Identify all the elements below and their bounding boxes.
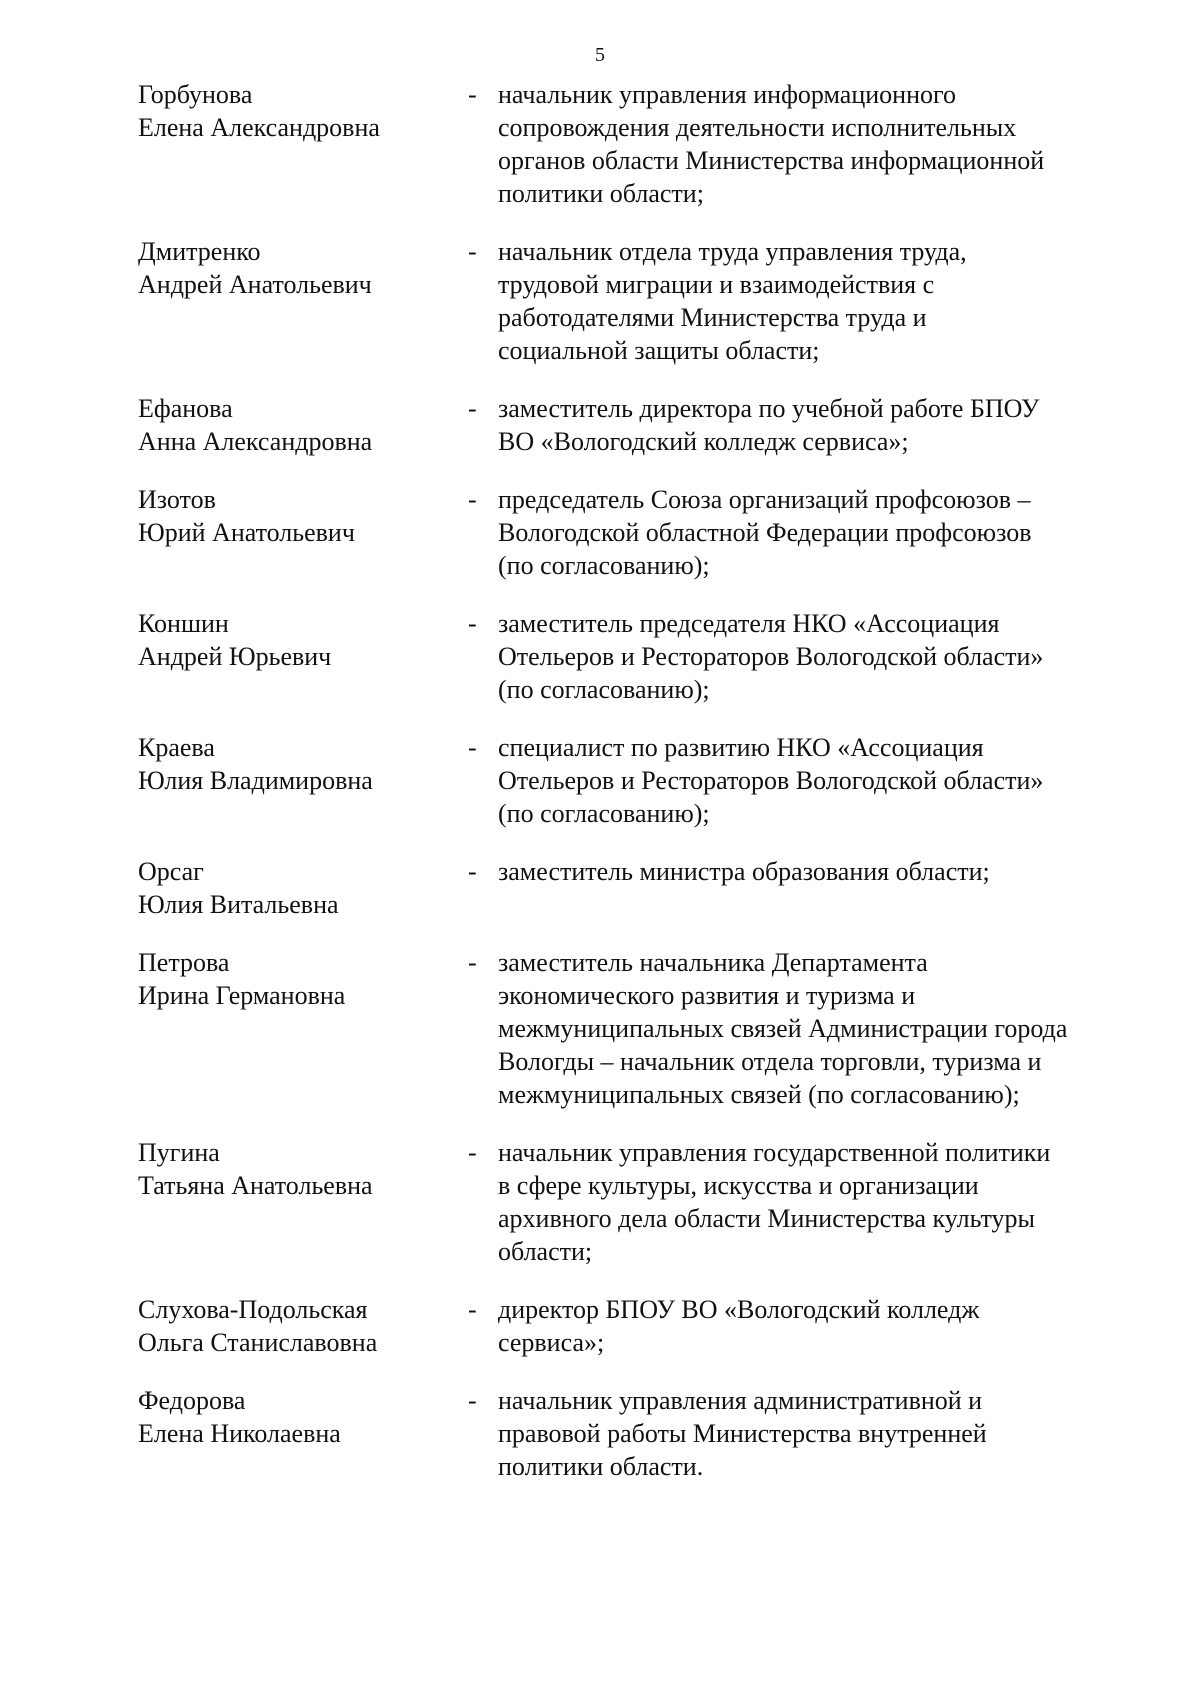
dash-separator: - — [468, 1295, 477, 1324]
member-surname: Пугина — [138, 1138, 220, 1167]
position-line: председатель Союза организаций профсоюзов – — [498, 485, 1031, 514]
member-name — [138, 946, 468, 1012]
member-name — [138, 392, 468, 458]
member-surname: Коншин — [138, 609, 229, 638]
position-line: правовой работы Министерства внутренней — [498, 1419, 987, 1448]
position-line: (по согласованию); — [498, 799, 710, 828]
position-line: ВО «Вологодский колледж сервиса»; — [498, 427, 909, 456]
position-line: Отельеров и Рестораторов Вологодской области» — [498, 642, 1044, 671]
member-surname: Орсаг — [138, 857, 204, 886]
position-line: начальник управления информационного — [498, 80, 957, 109]
position-line: заместитель министра образования области; — [498, 857, 990, 886]
member-position — [498, 483, 1128, 582]
member-entry — [138, 235, 1138, 367]
position-line: начальник управления государственной политики — [498, 1138, 1051, 1167]
dash-separator: - — [468, 80, 477, 109]
member-surname: Краева — [138, 733, 215, 762]
member-list — [138, 78, 1138, 1508]
position-line: сопровождения деятельности исполнительных — [498, 113, 1017, 142]
member-name — [138, 607, 468, 673]
member-surname: Федорова — [138, 1386, 246, 1415]
member-surname: Изотов — [138, 485, 216, 514]
member-entry — [138, 731, 1138, 830]
member-position — [498, 855, 1128, 888]
position-line: заместитель председателя НКО «Ассоциация — [498, 609, 1000, 638]
member-entry — [138, 392, 1138, 458]
member-entry — [138, 483, 1138, 582]
member-position — [498, 1136, 1128, 1268]
member-given-names: Андрей Анатольевич — [138, 270, 372, 299]
dash-separator: - — [468, 857, 477, 886]
position-line: органов области Министерства информационной — [498, 146, 1045, 175]
member-name — [138, 235, 468, 301]
dash-separator: - — [468, 1386, 477, 1415]
member-name — [138, 731, 468, 797]
member-entry — [138, 78, 1138, 210]
position-line: заместитель начальника Департамента — [498, 948, 928, 977]
member-given-names: Елена Александровна — [138, 113, 380, 142]
member-given-names: Андрей Юрьевич — [138, 642, 332, 671]
member-name — [138, 483, 468, 549]
position-line: политики области. — [498, 1452, 704, 1481]
position-line: межмуниципальных связей Администрации города — [498, 1014, 1068, 1043]
member-position — [498, 607, 1128, 706]
member-given-names: Ольга Станиславовна — [138, 1328, 378, 1357]
member-surname: Дмитренко — [138, 237, 261, 266]
dash-separator: - — [468, 237, 477, 266]
member-position — [498, 1384, 1128, 1483]
member-given-names: Юрий Анатольевич — [138, 518, 355, 547]
position-line: Вологодской областной Федерации профсоюзов — [498, 518, 1032, 547]
member-entry — [138, 1384, 1138, 1483]
member-position — [498, 392, 1128, 458]
position-line: заместитель директора по учебной работе БПОУ — [498, 394, 1040, 423]
member-name — [138, 1293, 468, 1359]
position-line: (по согласованию); — [498, 675, 710, 704]
position-line: области; — [498, 1237, 593, 1266]
dash-separator: - — [468, 609, 477, 638]
member-given-names: Анна Александровна — [138, 427, 373, 456]
member-position — [498, 78, 1128, 210]
dash-separator: - — [468, 485, 477, 514]
dash-separator: - — [468, 1138, 477, 1167]
position-line: политики области; — [498, 179, 704, 208]
member-surname: Горбунова — [138, 80, 253, 109]
position-line: начальник отдела труда управления труда, — [498, 237, 967, 266]
page-number: 5 — [595, 44, 605, 66]
position-line: директор БПОУ ВО «Вологодский колледж — [498, 1295, 980, 1324]
position-line: Отельеров и Рестораторов Вологодской области» — [498, 766, 1044, 795]
member-given-names: Юлия Владимировна — [138, 766, 373, 795]
position-line: архивного дела области Министерства культуры — [498, 1204, 1035, 1233]
position-line: сервиса»; — [498, 1328, 605, 1357]
member-surname: Ефанова — [138, 394, 233, 423]
dash-separator: - — [468, 948, 477, 977]
member-position — [498, 235, 1128, 367]
member-given-names: Елена Николаевна — [138, 1419, 341, 1448]
position-line: социальной защиты области; — [498, 336, 820, 365]
member-given-names: Юлия Витальевна — [138, 890, 339, 919]
dash-separator: - — [468, 394, 477, 423]
dash-separator: - — [468, 733, 477, 762]
member-entry — [138, 607, 1138, 706]
member-name — [138, 855, 468, 921]
member-given-names: Ирина Германовна — [138, 981, 346, 1010]
member-position — [498, 1293, 1128, 1359]
member-surname: Петрова — [138, 948, 230, 977]
member-entry — [138, 1136, 1138, 1268]
member-name — [138, 78, 468, 144]
position-line: работодателями Министерства труда и — [498, 303, 927, 332]
position-line: в сфере культуры, искусства и организации — [498, 1171, 979, 1200]
position-line: трудовой миграции и взаимодействия с — [498, 270, 935, 299]
member-surname: Слухова-Подольская — [138, 1295, 368, 1324]
position-line: межмуниципальных связей (по согласованию); — [498, 1080, 1020, 1109]
member-position — [498, 731, 1128, 830]
position-line: (по согласованию); — [498, 551, 710, 580]
member-name — [138, 1136, 468, 1202]
member-given-names: Татьяна Анатольевна — [138, 1171, 373, 1200]
member-entry — [138, 946, 1138, 1111]
member-entry — [138, 855, 1138, 921]
member-name — [138, 1384, 468, 1450]
position-line: специалист по развитию НКО «Ассоциация — [498, 733, 984, 762]
position-line: Вологды – начальник отдела торговли, туризма и — [498, 1047, 1042, 1076]
member-position — [498, 946, 1128, 1111]
position-line: начальник управления административной и — [498, 1386, 983, 1415]
member-entry — [138, 1293, 1138, 1359]
position-line: экономического развития и туризма и — [498, 981, 916, 1010]
